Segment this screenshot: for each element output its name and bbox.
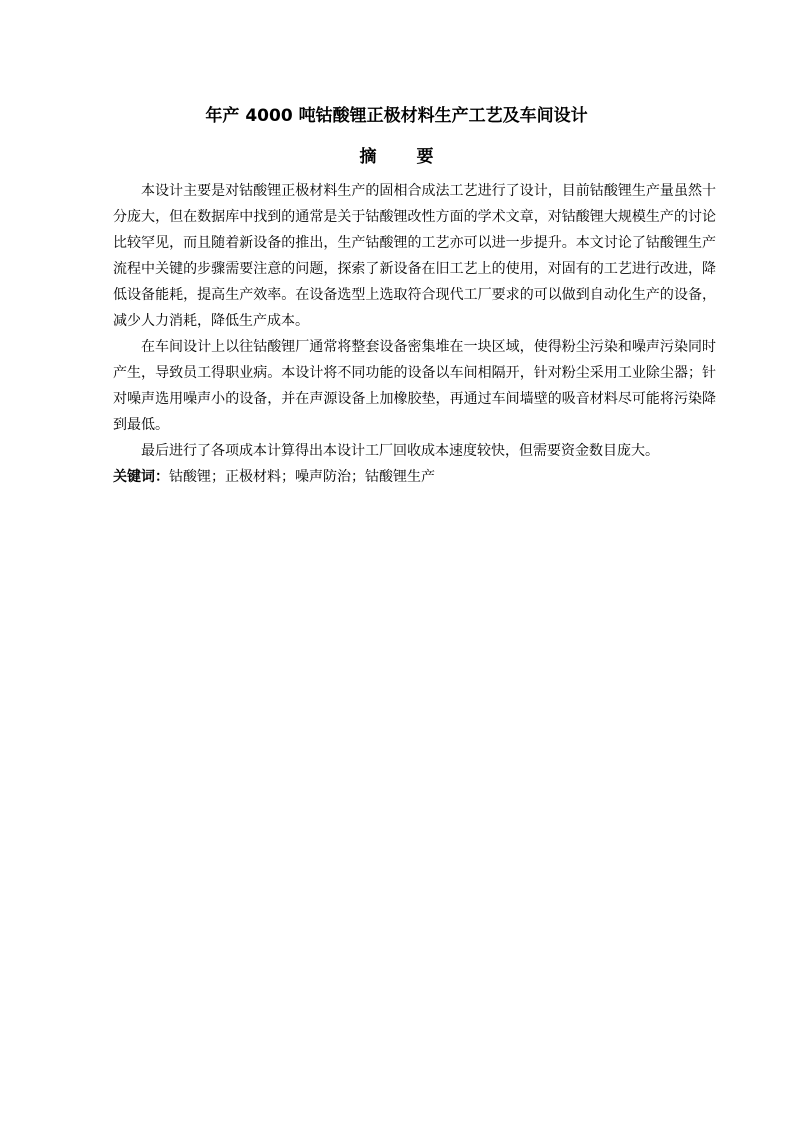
keywords-text: 钴酸锂；正极材料；噪声防治；钴酸锂生产: [169, 469, 435, 485]
keywords-line: [113, 464, 716, 490]
abstract-body: [113, 178, 716, 490]
abstract-paragraph-1: 本设计主要是对钴酸锂正极材料生产的固相合成法工艺进行了设计，目前钴酸锂生产量虽然十分庞大，但在数据库中找到的通常是关于钴酸锂改性方面的学术文章，对钴酸锂大规模生产的讨论比较罕见，而且随着新设备的推出，生产钴酸锂的工艺亦可以进一步提升。本文讨论了钴酸锂生产流程中关键的步骤需要注意的问题，探索了新设备在旧工艺上的使用，对固有的工艺进行改进，降低设备能耗，提高生产效率。在设备选型上选取符合现代工厂要求的可以做到自动化生产的设备，减少人力消耗，降低生产成本。: [113, 183, 716, 329]
abstract-heading: 摘要: [359, 147, 474, 167]
document-title: 年产 4000 吨钴酸锂正极材料生产工艺及车间设计: [205, 106, 588, 126]
keywords-label: 关键词：: [113, 469, 169, 485]
abstract-paragraph-2: 在车间设计上以往钴酸锂厂通常将整套设备密集堆在一块区域，使得粉尘污染和噪声污染同时产生，导致员工得职业病。本设计将不同功能的设备以车间相隔开，针对粉尘采用工业除尘器；针对噪声选用噪声小的设备，并在声源设备上加橡胶垫，再通过车间墙壁的吸音材料尽可能将污染降到最低。: [113, 339, 716, 433]
abstract-paragraph-3: 最后进行了各项成本计算得出本设计工厂回收成本速度较快，但需要资金数目庞大。: [141, 443, 659, 459]
